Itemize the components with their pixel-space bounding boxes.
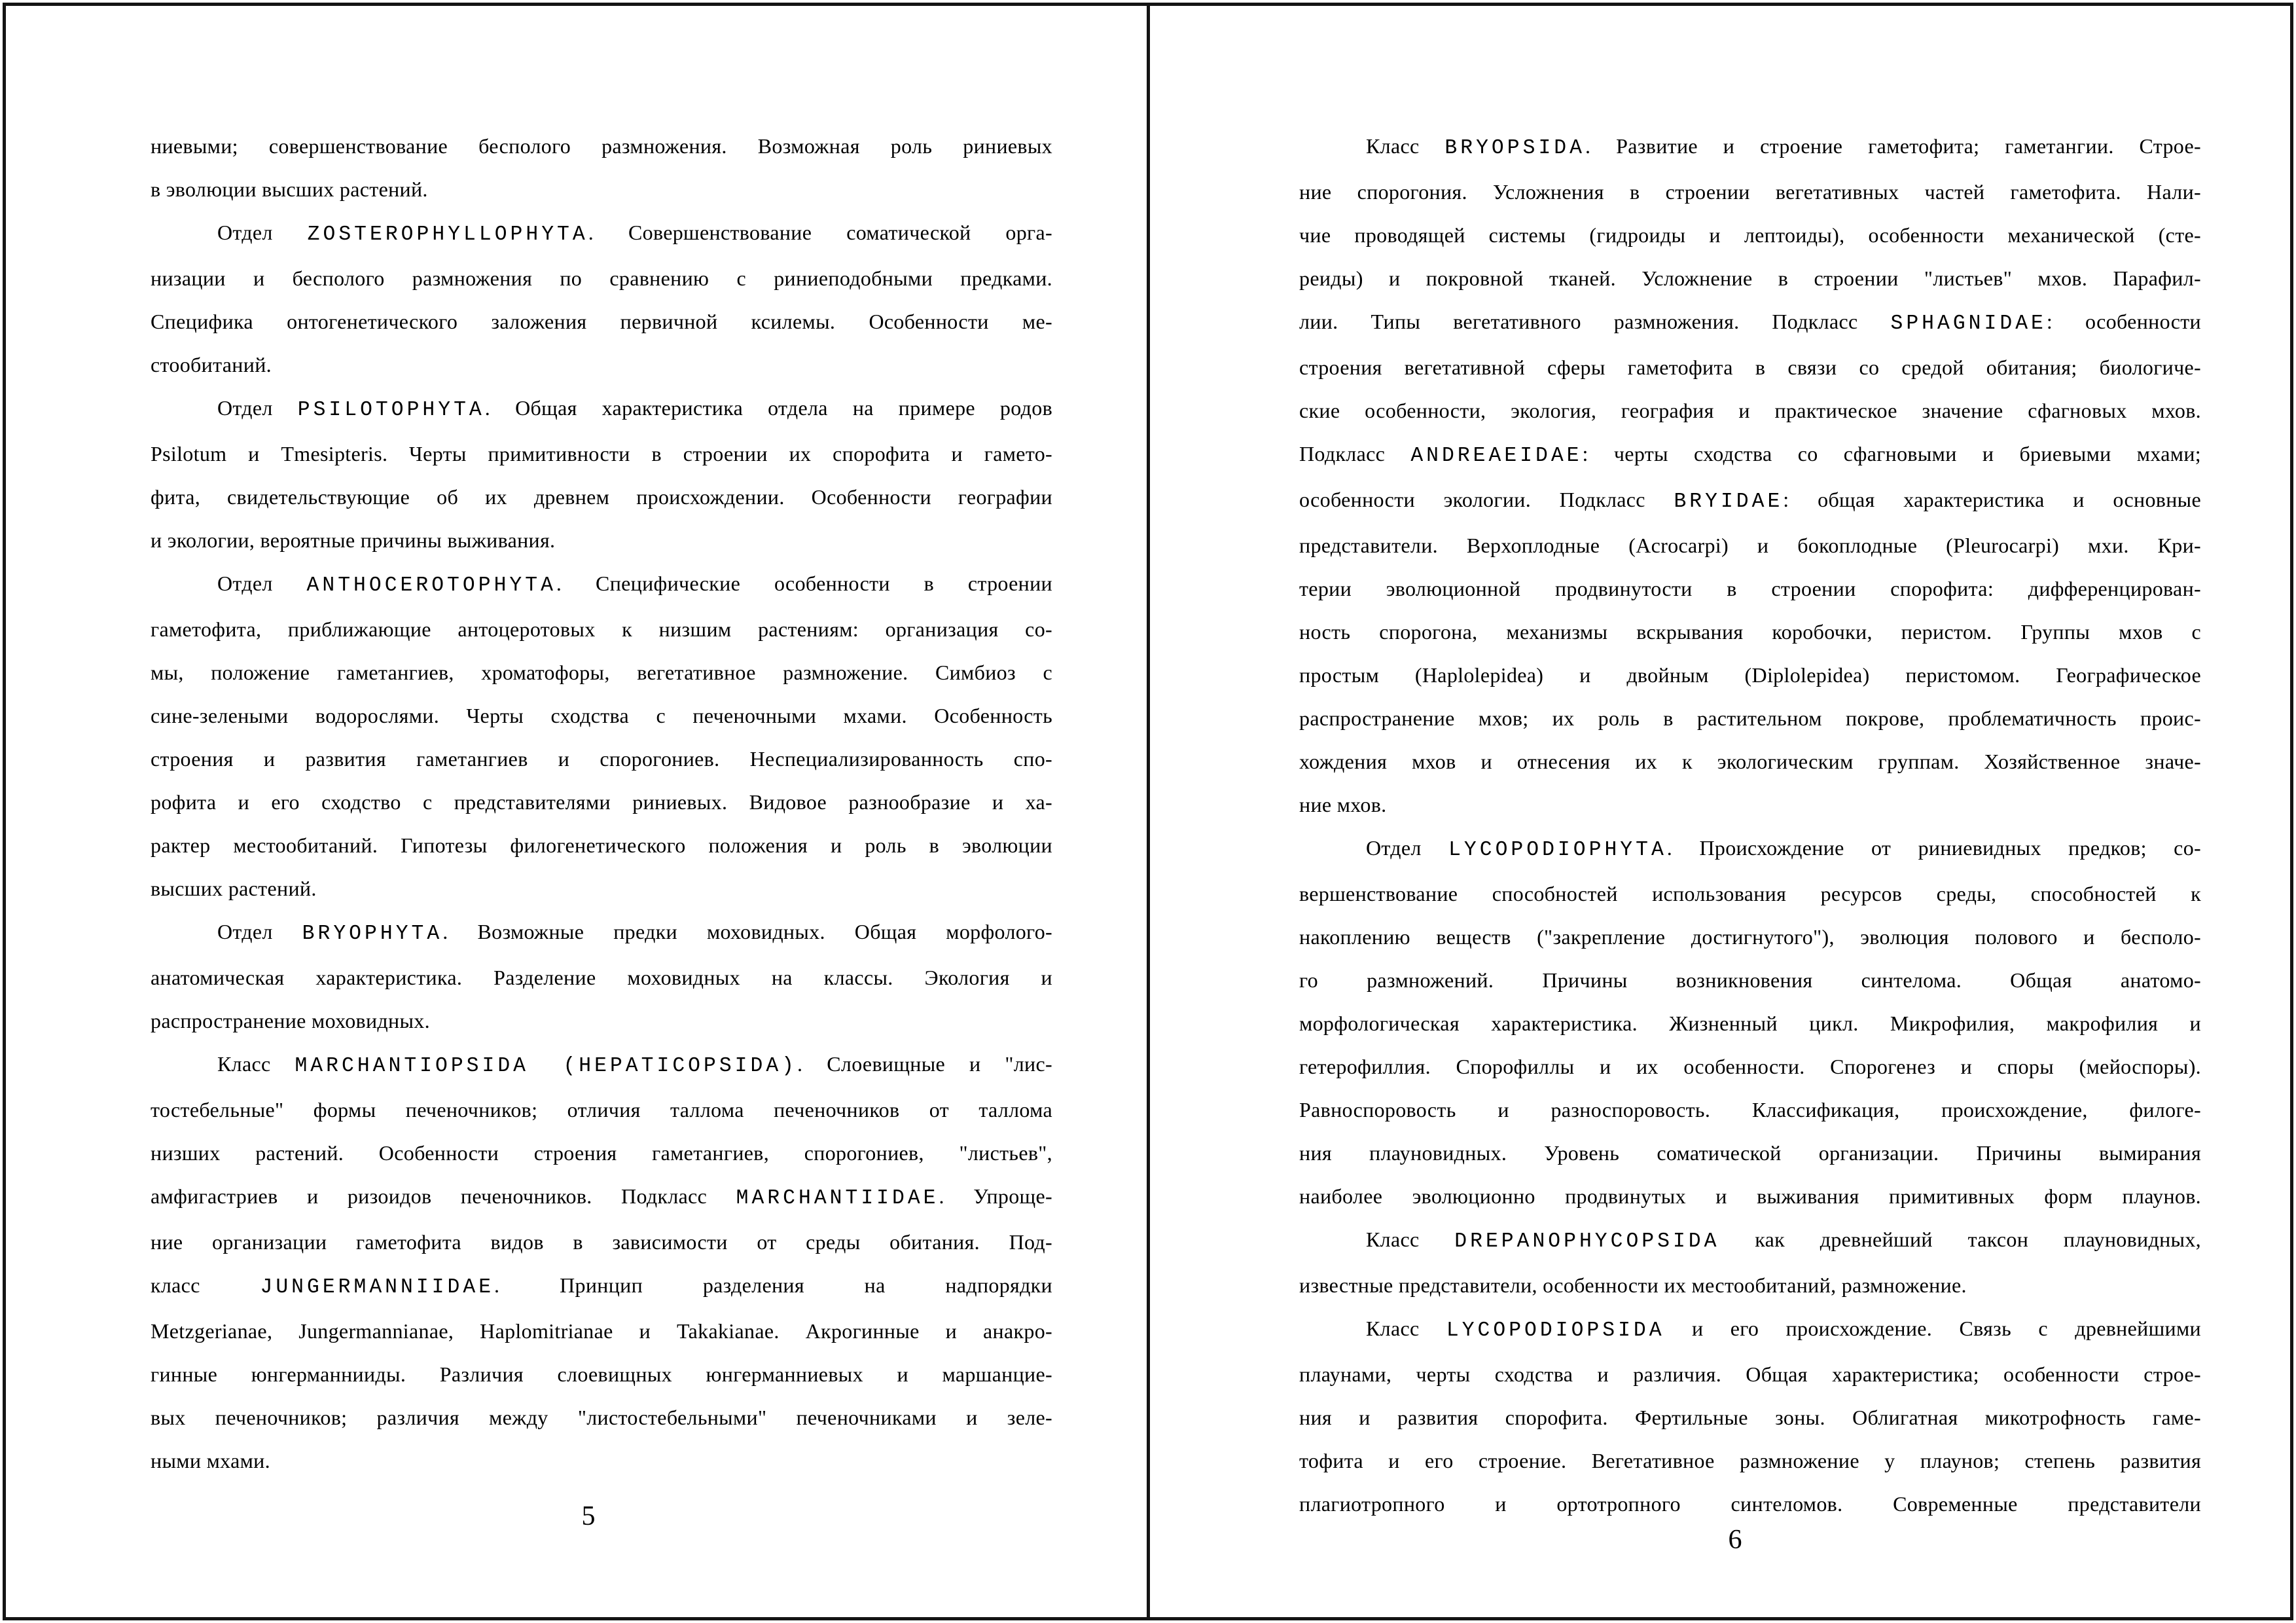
text-segment: . Развитие и строение гаметофита; гаметангии. Строе- <box>1585 134 2202 158</box>
text-line <box>1299 783 2201 826</box>
taxon-name: ZOSTEROPHYLLOPHYTA <box>307 223 588 246</box>
text-line <box>1299 170 2201 213</box>
text-line <box>1299 1353 2201 1396</box>
text-segment: гинные юнгерманнииды. Различия слоевищных юнгерманниевых и маршанцие- <box>151 1362 1052 1386</box>
taxon-name: BRYOPSIDA <box>1444 137 1585 160</box>
text-line <box>151 1396 1052 1439</box>
text-line <box>1299 1131 2201 1175</box>
text-segment: в эволюции высших растений. <box>151 177 428 201</box>
text-line <box>1299 1045 2201 1088</box>
taxon-name: SPHAGNIDAE <box>1890 312 2047 335</box>
text-segment: анатомическая характеристика. Разделение моховидных на классы. Экология и <box>151 966 1052 989</box>
text-line <box>151 867 1052 910</box>
text-segment: лии. Типы вегетативного размножения. Подкласс <box>1299 310 1891 333</box>
text-segment: низации и бесполого размножения по сравнению с риниеподобными предками. <box>151 266 1052 290</box>
text-segment: ными мхами. <box>151 1449 270 1472</box>
text-line <box>151 1220 1052 1264</box>
text-segment: . Общая характеристика отдела на примере родов <box>484 396 1052 420</box>
text-line <box>151 1309 1052 1353</box>
taxon-name: LYCOPODIOPSIDA <box>1446 1319 1665 1342</box>
text-line <box>1299 1307 2201 1353</box>
text-line <box>1299 213 2201 257</box>
text-segment: Специфика онтогенетического заложения первичной ксилемы. Особенности ме- <box>151 310 1052 333</box>
text-line <box>1299 124 2201 170</box>
text-line <box>151 956 1052 999</box>
text-segment: . Специфические особенности в строении <box>556 572 1053 595</box>
text-segment: сине-зелеными водорослями. Черты сходства с печеночными мхами. Особенность <box>151 704 1052 727</box>
page-left-text <box>151 124 1052 1482</box>
text-segment: ния и развития спорофита. Фертильные зоны. Облигатная микотрофность гаме- <box>1299 1406 2201 1429</box>
text-segment: рофита и его сходство с представителями риниевых. Видовое разнообразие и ха- <box>151 790 1052 814</box>
text-segment: плагиотропного и ортотропного синтеломов. Современные представители <box>1299 1492 2201 1516</box>
text-segment: . Принцип разделения на надпорядки <box>494 1273 1052 1297</box>
text-line <box>1299 1396 2201 1439</box>
text-segment: гаметофита, приближающие антоцеротовых к низшим растениям: организация со- <box>151 617 1052 641</box>
text-line <box>1299 389 2201 432</box>
text-line <box>151 780 1052 824</box>
text-line <box>1299 524 2201 567</box>
text-line <box>151 1131 1052 1175</box>
text-segment: ние организации гаметофита видов в зависимости от среды обитания. Под- <box>151 1230 1052 1254</box>
text-segment: низших растений. Особенности строения гаметангиев, спорогониев, "листьев", <box>151 1141 1052 1165</box>
text-segment: и его происхождение. Связь с древнейшими <box>1664 1317 2201 1340</box>
taxon-name: LYCOPODIOPHYTA <box>1448 839 1667 862</box>
page-right-text <box>1299 124 2201 1525</box>
text-segment: Подкласс <box>1299 442 1411 465</box>
text-line <box>151 386 1052 432</box>
text-segment: распространение моховидных. <box>151 1009 430 1032</box>
text-segment: особенности экологии. Подкласс <box>1299 488 1674 511</box>
text-line <box>151 651 1052 694</box>
text-line <box>1299 915 2201 958</box>
text-line <box>151 1042 1052 1088</box>
text-line <box>1299 1002 2201 1045</box>
text-segment: рактер местообитаний. Гипотезы филогенетического положения и роль в эволюции <box>151 833 1052 857</box>
text-segment: плаунами, черты сходства и различия. Общая характеристика; особенности строе- <box>1299 1362 2201 1386</box>
text-segment: фита, свидетельствующие об их древнем происхождении. Особенности географии <box>151 485 1052 509</box>
text-segment: реиды) и покровной тканей. Усложнение в строении "листьев" мхов. Парафил- <box>1299 266 2201 290</box>
text-line <box>1299 567 2201 610</box>
text-line <box>1299 346 2201 389</box>
text-segment: : черты сходства со сфагновыми и бриевыми мхами; <box>1582 442 2201 465</box>
text-segment: хождения мхов и отнесения их к экологическим группам. Хозяйственное значе- <box>1299 750 2201 773</box>
text-line <box>1299 826 2201 872</box>
text-segment: как древнейший таксон плауновидных, <box>1719 1228 2201 1251</box>
text-line <box>1299 300 2201 346</box>
text-segment: Класс <box>1366 134 1445 158</box>
text-line <box>1299 740 2201 783</box>
text-line <box>151 519 1052 562</box>
text-segment: : общая характеристика и основные <box>1783 488 2202 511</box>
text-line <box>1299 697 2201 740</box>
taxon-name: ANTHOCEROTOPHYTA <box>306 574 556 597</box>
text-segment: ность спорогона, механизмы вскрывания коробочки, перистом. Группы мхов с <box>1299 620 2201 644</box>
text-segment: наиболее эволюционно продвинутых и выживания примитивных форм плаунов. <box>1299 1184 2201 1208</box>
text-segment: . Происхождение от риниевидных предков; со- <box>1666 836 2201 860</box>
text-segment: распространение мхов; их роль в растительном покрове, проблематичность проис- <box>1299 706 2201 730</box>
text-line <box>151 432 1052 475</box>
text-line <box>151 1264 1052 1309</box>
text-segment: строения и развития гаметангиев и спорогониев. Неспециализированность спо- <box>151 747 1052 771</box>
text-segment: класс <box>151 1273 260 1297</box>
text-line <box>1299 478 2201 524</box>
text-segment: представители. Верхоплодные (Acrocarpi) и бокоплодные (Pleurocarpi) мхи. Кри- <box>1299 534 2201 557</box>
text-segment: Отдел <box>217 920 302 943</box>
page-right-number: 6 <box>1728 1525 1742 1555</box>
text-segment: ниевыми; совершенствование бесполого размножения. Возможная роль риниевых <box>151 134 1052 158</box>
text-line <box>151 257 1052 300</box>
page-left-number: 5 <box>581 1501 596 1531</box>
text-line <box>1299 1264 2201 1307</box>
text-segment: тофита и его строение. Вегетативное размножение у плаунов; степень развития <box>1299 1449 2201 1472</box>
text-line <box>1299 872 2201 915</box>
text-line <box>151 824 1052 867</box>
text-segment: стообитаний. <box>151 353 272 376</box>
taxon-name: BRYOPHYTA <box>302 922 443 945</box>
text-segment: амфигастриев и ризоидов печеночников. Подкласс <box>151 1184 736 1208</box>
text-line <box>151 1439 1052 1482</box>
text-line <box>1299 958 2201 1002</box>
text-line <box>151 124 1052 168</box>
text-segment: . Возможные предки моховидных. Общая морфолого- <box>442 920 1052 943</box>
text-segment: и экологии, вероятные причины выживания. <box>151 528 556 552</box>
taxon-name: PSILOTOPHYTA <box>297 399 485 422</box>
taxon-name: ANDREAEIDAE <box>1410 445 1583 467</box>
text-segment: Отдел <box>1366 836 1449 860</box>
taxon-name: JUNGERMANNIIDAE <box>260 1276 495 1299</box>
text-line <box>1299 1088 2201 1131</box>
text-segment: тостебельные" формы печеночников; отличия таллома печеночников от таллома <box>151 1098 1052 1122</box>
text-segment: ские особенности, экология, география и практическое значение сфагновых мхов. <box>1299 399 2201 422</box>
text-line <box>151 694 1052 737</box>
text-segment: Отдел <box>217 396 298 420</box>
text-segment: . Совершенствование соматической орга- <box>588 221 1052 244</box>
text-line <box>151 300 1052 343</box>
text-segment: Metzgerianae, Jungermannianae, Haplomitrianae и Takakianae. Акрогинные и анакро- <box>151 1319 1052 1343</box>
text-segment: Равноспоровость и разноспоровость. Классификация, происхождение, филоге- <box>1299 1098 2201 1122</box>
text-segment: вершенствование способностей использования ресурсов среды, способностей к <box>1299 882 2201 905</box>
text-segment: Отдел <box>217 572 307 595</box>
text-line <box>151 910 1052 956</box>
text-segment: гетерофиллия. Спорофиллы и их особенности. Спорогенез и споры (мейоспоры). <box>1299 1055 2201 1078</box>
text-line <box>151 737 1052 780</box>
text-line <box>151 168 1052 211</box>
text-segment: ние мхов. <box>1299 793 1387 816</box>
text-segment: мы, положение гаметангиев, хроматофоры, вегетативное размножение. Симбиоз с <box>151 661 1052 684</box>
text-segment: ние спорогония. Усложнения в строении вегетативных частей гаметофита. Нали- <box>1299 180 2201 204</box>
text-line <box>1299 1439 2201 1482</box>
taxon-name: BRYIDAE <box>1674 490 1784 513</box>
text-line <box>151 1353 1052 1396</box>
text-line <box>151 1088 1052 1131</box>
text-line <box>151 211 1052 257</box>
text-segment: строения вегетативной сферы гаметофита в связи со средой обитания; биологиче- <box>1299 356 2201 379</box>
text-segment: накоплению веществ ("закрепление достигнутого"), эволюция полового и бесполо- <box>1299 925 2201 949</box>
text-segment: : особенности <box>2046 310 2201 333</box>
text-segment: Класс <box>1366 1317 1446 1340</box>
text-segment: морфологическая характеристика. Жизненный цикл. Микрофилия, макрофилия и <box>1299 1012 2201 1035</box>
text-line <box>151 1175 1052 1220</box>
text-segment: высших растений. <box>151 877 317 900</box>
text-segment: Класс <box>1366 1228 1455 1251</box>
text-line <box>151 343 1052 386</box>
text-line <box>151 562 1052 608</box>
text-segment: го размножений. Причины возникновения синтелома. Общая анатомо- <box>1299 968 2201 992</box>
text-segment: вых печеночников; различия между "листостебельными" печеночниками и зеле- <box>151 1406 1052 1429</box>
text-segment: терии эволюционной продвинутости в строении спорофита: дифференцирован- <box>1299 577 2201 600</box>
text-line <box>1299 257 2201 300</box>
taxon-name: DREPANOPHYCOPSIDA <box>1454 1230 1720 1253</box>
text-line <box>1299 610 2201 653</box>
text-line <box>1299 432 2201 478</box>
text-line <box>151 608 1052 651</box>
text-segment: известные представители, особенности их местообитаний, размножение. <box>1299 1273 1967 1297</box>
text-line <box>151 999 1052 1042</box>
taxon-name: MARCHANTIIDAE <box>736 1187 939 1210</box>
text-line <box>1299 1218 2201 1264</box>
text-segment: . Слоевищные и "лис- <box>797 1052 1053 1076</box>
text-line <box>1299 1175 2201 1218</box>
text-segment: Отдел <box>217 221 308 244</box>
text-segment: чие проводящей системы (гидроиды и лептоиды), особенности механической (сте- <box>1299 223 2201 247</box>
taxon-name: MARCHANTIOPSIDA (HEPATICOPSIDA) <box>295 1055 798 1078</box>
text-line <box>1299 1482 2201 1525</box>
text-line <box>151 475 1052 519</box>
text-segment: ния плауновидных. Уровень соматической организации. Причины вымирания <box>1299 1141 2201 1165</box>
text-line <box>1299 653 2201 697</box>
text-segment: Psilotum и Tmesipteris. Черты примитивности в строении их спорофита и гамето- <box>151 442 1052 465</box>
text-segment: Класс <box>217 1052 295 1076</box>
text-segment: . Упроще- <box>939 1184 1052 1208</box>
page-divider-line <box>1147 3 1150 1620</box>
text-segment: простым (Haplolepidea) и двойным (Diplolepidea) перистомом. Географическое <box>1299 663 2201 687</box>
